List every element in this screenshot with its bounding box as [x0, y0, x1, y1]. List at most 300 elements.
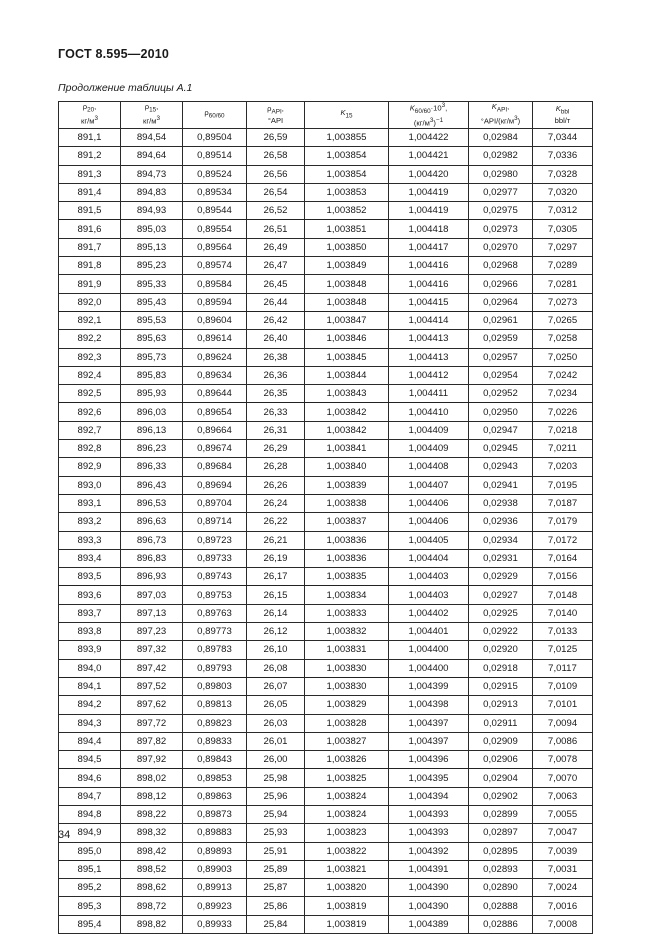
- table-cell: 892,9: [59, 458, 121, 476]
- table-cell: 26,42: [247, 311, 305, 329]
- table-cell: 7,0187: [533, 494, 593, 512]
- table-cell: 7,0164: [533, 549, 593, 567]
- table-row: [59, 659, 593, 677]
- table-cell: 1,003848: [305, 293, 389, 311]
- table-cell: 0,89574: [183, 257, 247, 275]
- table-cell: 1,003826: [305, 751, 389, 769]
- table-cell: 7,0179: [533, 513, 593, 531]
- table-cell: 0,02911: [469, 714, 533, 732]
- table-row: [59, 604, 593, 622]
- table-cell: 7,0024: [533, 879, 593, 897]
- table-cell: 893,1: [59, 494, 121, 512]
- table-cell: 1,004392: [389, 842, 469, 860]
- table-cell: 895,23: [121, 257, 183, 275]
- table-cell: 1,003845: [305, 348, 389, 366]
- table-cell: 26,56: [247, 165, 305, 183]
- table-row: [59, 257, 593, 275]
- table-cell: 894,2: [59, 696, 121, 714]
- table-cell: 0,89634: [183, 366, 247, 384]
- table-cell: 897,13: [121, 604, 183, 622]
- table-cell: 1,003827: [305, 732, 389, 750]
- table-cell: 891,3: [59, 165, 121, 183]
- table-row: [59, 348, 593, 366]
- table-cell: 0,89534: [183, 183, 247, 201]
- table-cell: 7,0297: [533, 238, 593, 256]
- table-cell: 1,004419: [389, 183, 469, 201]
- table-cell: 1,003846: [305, 330, 389, 348]
- table-cell: 1,004412: [389, 366, 469, 384]
- table-cell: 25,86: [247, 897, 305, 915]
- table-cell: 7,0133: [533, 623, 593, 641]
- table-cell: 898,02: [121, 769, 183, 787]
- table-cell: 0,02975: [469, 202, 533, 220]
- table-cell: 1,003840: [305, 458, 389, 476]
- table-cell: 0,02929: [469, 568, 533, 586]
- table-cell: 892,6: [59, 403, 121, 421]
- table-cell: 26,12: [247, 623, 305, 641]
- table-row: [59, 586, 593, 604]
- table-cell: 1,003832: [305, 623, 389, 641]
- table-cell: 1,004413: [389, 330, 469, 348]
- table-cell: 0,02913: [469, 696, 533, 714]
- table-cell: 25,93: [247, 824, 305, 842]
- table-cell: 1,004394: [389, 787, 469, 805]
- table-row: [59, 494, 593, 512]
- table-cell: 1,003855: [305, 129, 389, 147]
- table-cell: 1,003843: [305, 385, 389, 403]
- table-row: [59, 513, 593, 531]
- table-cell: 891,5: [59, 202, 121, 220]
- table-cell: 0,89654: [183, 403, 247, 421]
- table-header-row: [59, 102, 593, 129]
- table-cell: 892,5: [59, 385, 121, 403]
- table-cell: 25,98: [247, 769, 305, 787]
- table-cell: 0,89833: [183, 732, 247, 750]
- table-row: [59, 293, 593, 311]
- table-row: [59, 238, 593, 256]
- table-cell: 897,23: [121, 623, 183, 641]
- table-cell: 0,89664: [183, 421, 247, 439]
- table-cell: 897,62: [121, 696, 183, 714]
- table-cell: 894,1: [59, 677, 121, 695]
- table-cell: 0,89584: [183, 275, 247, 293]
- column-header: $\rho_{60/60}$: [183, 102, 247, 129]
- table-row: [59, 824, 593, 842]
- table-cell: 896,63: [121, 513, 183, 531]
- table-row: [59, 641, 593, 659]
- table-cell: 893,3: [59, 531, 121, 549]
- table-row: [59, 879, 593, 897]
- table-cell: 0,02893: [469, 860, 533, 878]
- table-cell: 7,0109: [533, 677, 593, 695]
- column-header: $K_{API}$, $^\circ API/(кг/м^3)$: [469, 102, 533, 129]
- table-cell: 1,003851: [305, 220, 389, 238]
- table-row: [59, 732, 593, 750]
- table-row: [59, 714, 593, 732]
- table-cell: 1,004418: [389, 220, 469, 238]
- table-cell: 894,9: [59, 824, 121, 842]
- table-cell: 1,003821: [305, 860, 389, 878]
- table-cell: 897,32: [121, 641, 183, 659]
- table-cell: 892,3: [59, 348, 121, 366]
- table-cell: 0,02959: [469, 330, 533, 348]
- table-cell: 0,02952: [469, 385, 533, 403]
- table-cell: 894,5: [59, 751, 121, 769]
- table-cell: 7,0211: [533, 440, 593, 458]
- table-row: [59, 366, 593, 384]
- table-cell: 26,38: [247, 348, 305, 366]
- table-cell: 895,73: [121, 348, 183, 366]
- table-cell: 7,0344: [533, 129, 593, 147]
- table-cell: 7,0336: [533, 147, 593, 165]
- table-cell: 1,003839: [305, 476, 389, 494]
- table-cell: 7,0055: [533, 805, 593, 823]
- table-row: [59, 860, 593, 878]
- table-cell: 0,89594: [183, 293, 247, 311]
- table-cell: 0,02909: [469, 732, 533, 750]
- table-cell: 1,003836: [305, 531, 389, 549]
- table-cell: 26,29: [247, 440, 305, 458]
- table-cell: 894,6: [59, 769, 121, 787]
- table-row: [59, 677, 593, 695]
- table-cell: 893,4: [59, 549, 121, 567]
- table-cell: 1,004393: [389, 824, 469, 842]
- table-cell: 26,17: [247, 568, 305, 586]
- table-cell: 0,89813: [183, 696, 247, 714]
- table-cell: 892,0: [59, 293, 121, 311]
- table-cell: 891,2: [59, 147, 121, 165]
- table-row: [59, 751, 593, 769]
- table-cell: 1,004397: [389, 732, 469, 750]
- table-cell: 1,004397: [389, 714, 469, 732]
- table-cell: 1,004393: [389, 805, 469, 823]
- table-cell: 896,93: [121, 568, 183, 586]
- table-cell: 7,0226: [533, 403, 593, 421]
- table-cell: 894,8: [59, 805, 121, 823]
- table-cell: 1,003835: [305, 568, 389, 586]
- table-cell: 891,4: [59, 183, 121, 201]
- table-cell: 1,003852: [305, 202, 389, 220]
- table-cell: 7,0312: [533, 202, 593, 220]
- table-cell: 7,0289: [533, 257, 593, 275]
- table-cell: 0,02927: [469, 586, 533, 604]
- table-cell: 1,003837: [305, 513, 389, 531]
- table-cell: 0,02906: [469, 751, 533, 769]
- table-cell: 0,89604: [183, 311, 247, 329]
- table-cell: 1,003828: [305, 714, 389, 732]
- table-cell: 25,87: [247, 879, 305, 897]
- table-cell: 7,0063: [533, 787, 593, 805]
- table-cell: 0,89624: [183, 348, 247, 366]
- table-cell: 892,2: [59, 330, 121, 348]
- table-cell: 895,1: [59, 860, 121, 878]
- column-header: $K_{15}$: [305, 102, 389, 129]
- table-cell: 0,89883: [183, 824, 247, 842]
- table-cell: 0,02936: [469, 513, 533, 531]
- table-cell: 26,36: [247, 366, 305, 384]
- table-cell: 1,003820: [305, 879, 389, 897]
- table-cell: 0,89803: [183, 677, 247, 695]
- table-cell: 0,02977: [469, 183, 533, 201]
- table-cell: 26,10: [247, 641, 305, 659]
- table-cell: 1,004407: [389, 476, 469, 494]
- table-cell: 895,53: [121, 311, 183, 329]
- table-row: [59, 568, 593, 586]
- document-header: ГОСТ 8.595—2010: [58, 47, 170, 61]
- table-cell: 895,83: [121, 366, 183, 384]
- table-cell: 898,52: [121, 860, 183, 878]
- table-cell: 7,0148: [533, 586, 593, 604]
- table-cell: 0,89723: [183, 531, 247, 549]
- table-cell: 7,0273: [533, 293, 593, 311]
- table-cell: 897,92: [121, 751, 183, 769]
- table-cell: 891,1: [59, 129, 121, 147]
- table-cell: 893,8: [59, 623, 121, 641]
- table-row: [59, 330, 593, 348]
- table-row: [59, 842, 593, 860]
- table-body: [59, 129, 593, 934]
- table-cell: 894,64: [121, 147, 183, 165]
- table-container: [58, 101, 592, 934]
- table-cell: 0,02968: [469, 257, 533, 275]
- table-cell: 1,004421: [389, 147, 469, 165]
- table-cell: 26,24: [247, 494, 305, 512]
- table-cell: 1,004408: [389, 458, 469, 476]
- table-cell: 0,89614: [183, 330, 247, 348]
- table-cell: 26,47: [247, 257, 305, 275]
- table-cell: 1,003841: [305, 440, 389, 458]
- table-cell: 894,93: [121, 202, 183, 220]
- table-cell: 898,32: [121, 824, 183, 842]
- table-cell: 26,03: [247, 714, 305, 732]
- table-cell: 1,003830: [305, 659, 389, 677]
- table-cell: 0,89873: [183, 805, 247, 823]
- table-caption: Продолжение таблицы А.1: [58, 82, 193, 94]
- table-cell: 895,2: [59, 879, 121, 897]
- table-cell: 1,004422: [389, 129, 469, 147]
- table-row: [59, 403, 593, 421]
- table-cell: 0,02982: [469, 147, 533, 165]
- table-cell: 1,004403: [389, 568, 469, 586]
- table-cell: 0,02918: [469, 659, 533, 677]
- table-cell: 1,003842: [305, 421, 389, 439]
- table-cell: 26,45: [247, 275, 305, 293]
- table-cell: 7,0250: [533, 348, 593, 366]
- table-cell: 7,0039: [533, 842, 593, 860]
- table-row: [59, 787, 593, 805]
- table-row: [59, 531, 593, 549]
- table-cell: 898,72: [121, 897, 183, 915]
- table-cell: 7,0234: [533, 385, 593, 403]
- table-cell: 0,02915: [469, 677, 533, 695]
- table-cell: 7,0156: [533, 568, 593, 586]
- table-cell: 1,004416: [389, 257, 469, 275]
- table-cell: 7,0125: [533, 641, 593, 659]
- table-cell: 0,02984: [469, 129, 533, 147]
- table-cell: 0,02941: [469, 476, 533, 494]
- table-cell: 896,53: [121, 494, 183, 512]
- table-cell: 0,02957: [469, 348, 533, 366]
- table-cell: 26,40: [247, 330, 305, 348]
- table-cell: 1,003844: [305, 366, 389, 384]
- table-cell: 0,02961: [469, 311, 533, 329]
- table-cell: 25,96: [247, 787, 305, 805]
- table-cell: 1,004399: [389, 677, 469, 695]
- density-table: [58, 101, 593, 934]
- table-cell: 1,003824: [305, 787, 389, 805]
- table-cell: 894,3: [59, 714, 121, 732]
- table-cell: 892,8: [59, 440, 121, 458]
- table-cell: 26,59: [247, 129, 305, 147]
- table-cell: 26,49: [247, 238, 305, 256]
- table-cell: 1,003829: [305, 696, 389, 714]
- table-cell: 7,0140: [533, 604, 593, 622]
- table-row: [59, 549, 593, 567]
- column-header: $\rho_{20}$, $кг/м^3$: [59, 102, 121, 129]
- table-cell: 892,1: [59, 311, 121, 329]
- table-cell: 0,89763: [183, 604, 247, 622]
- table-cell: 891,7: [59, 238, 121, 256]
- table-cell: 7,0070: [533, 769, 593, 787]
- table-cell: 895,3: [59, 897, 121, 915]
- table-cell: 0,02964: [469, 293, 533, 311]
- table-cell: 0,02897: [469, 824, 533, 842]
- table-cell: 0,89933: [183, 915, 247, 933]
- table-cell: 26,22: [247, 513, 305, 531]
- table-cell: 7,0016: [533, 897, 593, 915]
- table-cell: 893,7: [59, 604, 121, 622]
- table-cell: 1,004391: [389, 860, 469, 878]
- table-cell: 26,14: [247, 604, 305, 622]
- table-cell: 0,02886: [469, 915, 533, 933]
- table-row: [59, 769, 593, 787]
- table-cell: 897,72: [121, 714, 183, 732]
- table-row: [59, 220, 593, 238]
- table-row: [59, 147, 593, 165]
- table-cell: 0,89843: [183, 751, 247, 769]
- table-cell: 0,89674: [183, 440, 247, 458]
- table-cell: 1,003824: [305, 805, 389, 823]
- table-row: [59, 183, 593, 201]
- table-row: [59, 440, 593, 458]
- table-cell: 894,83: [121, 183, 183, 201]
- table-cell: 7,0078: [533, 751, 593, 769]
- table-cell: 893,6: [59, 586, 121, 604]
- table-cell: 0,89704: [183, 494, 247, 512]
- table-cell: 895,93: [121, 385, 183, 403]
- table-cell: 891,9: [59, 275, 121, 293]
- table-cell: 1,004406: [389, 494, 469, 512]
- table-cell: 0,02943: [469, 458, 533, 476]
- table-cell: 898,42: [121, 842, 183, 860]
- table-row: [59, 623, 593, 641]
- table-cell: 0,89903: [183, 860, 247, 878]
- table-cell: 7,0094: [533, 714, 593, 732]
- table-cell: 0,02966: [469, 275, 533, 293]
- table-cell: 895,43: [121, 293, 183, 311]
- table-cell: 895,33: [121, 275, 183, 293]
- table-cell: 7,0195: [533, 476, 593, 494]
- table-cell: 897,52: [121, 677, 183, 695]
- table-cell: 898,82: [121, 915, 183, 933]
- table-cell: 0,89893: [183, 842, 247, 860]
- table-cell: 1,003838: [305, 494, 389, 512]
- table-cell: 1,004415: [389, 293, 469, 311]
- table-cell: 1,004402: [389, 604, 469, 622]
- table-cell: 1,004414: [389, 311, 469, 329]
- table-cell: 1,004400: [389, 641, 469, 659]
- table-cell: 1,004405: [389, 531, 469, 549]
- table-cell: 1,004416: [389, 275, 469, 293]
- table-row: [59, 311, 593, 329]
- table-cell: 7,0117: [533, 659, 593, 677]
- table-cell: 898,62: [121, 879, 183, 897]
- table-cell: 0,02899: [469, 805, 533, 823]
- table-cell: 1,003830: [305, 677, 389, 695]
- table-cell: 896,83: [121, 549, 183, 567]
- table-cell: 1,004409: [389, 440, 469, 458]
- table-cell: 895,63: [121, 330, 183, 348]
- table-row: [59, 202, 593, 220]
- table-cell: 26,35: [247, 385, 305, 403]
- table-cell: 1,004404: [389, 549, 469, 567]
- table-cell: 896,73: [121, 531, 183, 549]
- table-cell: 0,89773: [183, 623, 247, 641]
- table-cell: 893,0: [59, 476, 121, 494]
- table-cell: 7,0172: [533, 531, 593, 549]
- table-cell: 0,02890: [469, 879, 533, 897]
- table-cell: 25,84: [247, 915, 305, 933]
- table-cell: 26,33: [247, 403, 305, 421]
- table-cell: 1,003819: [305, 915, 389, 933]
- table-cell: 26,21: [247, 531, 305, 549]
- table-cell: 7,0265: [533, 311, 593, 329]
- table-cell: 1,003850: [305, 238, 389, 256]
- table-cell: 0,02922: [469, 623, 533, 641]
- table-cell: 895,13: [121, 238, 183, 256]
- table-cell: 0,02947: [469, 421, 533, 439]
- table-cell: 894,7: [59, 787, 121, 805]
- table-cell: 1,003834: [305, 586, 389, 604]
- table-cell: 0,89923: [183, 897, 247, 915]
- table-row: [59, 696, 593, 714]
- column-header: $\rho_{15}$, $кг/м^3$: [121, 102, 183, 129]
- table-cell: 1,004420: [389, 165, 469, 183]
- table-cell: 0,89684: [183, 458, 247, 476]
- table-cell: 1,004409: [389, 421, 469, 439]
- table-cell: 1,003842: [305, 403, 389, 421]
- table-cell: 1,004396: [389, 751, 469, 769]
- table-cell: 0,89544: [183, 202, 247, 220]
- table-cell: 896,33: [121, 458, 183, 476]
- table-cell: 7,0305: [533, 220, 593, 238]
- table-cell: 1,003853: [305, 183, 389, 201]
- table-row: [59, 165, 593, 183]
- table-cell: 0,02925: [469, 604, 533, 622]
- table-cell: 7,0328: [533, 165, 593, 183]
- table-cell: 0,89554: [183, 220, 247, 238]
- table-row: [59, 458, 593, 476]
- table-cell: 894,4: [59, 732, 121, 750]
- table-row: [59, 476, 593, 494]
- table-cell: 897,82: [121, 732, 183, 750]
- table-row: [59, 421, 593, 439]
- table-cell: 7,0086: [533, 732, 593, 750]
- table-cell: 0,02954: [469, 366, 533, 384]
- table-cell: 893,5: [59, 568, 121, 586]
- table-cell: 1,003849: [305, 257, 389, 275]
- table-cell: 893,2: [59, 513, 121, 531]
